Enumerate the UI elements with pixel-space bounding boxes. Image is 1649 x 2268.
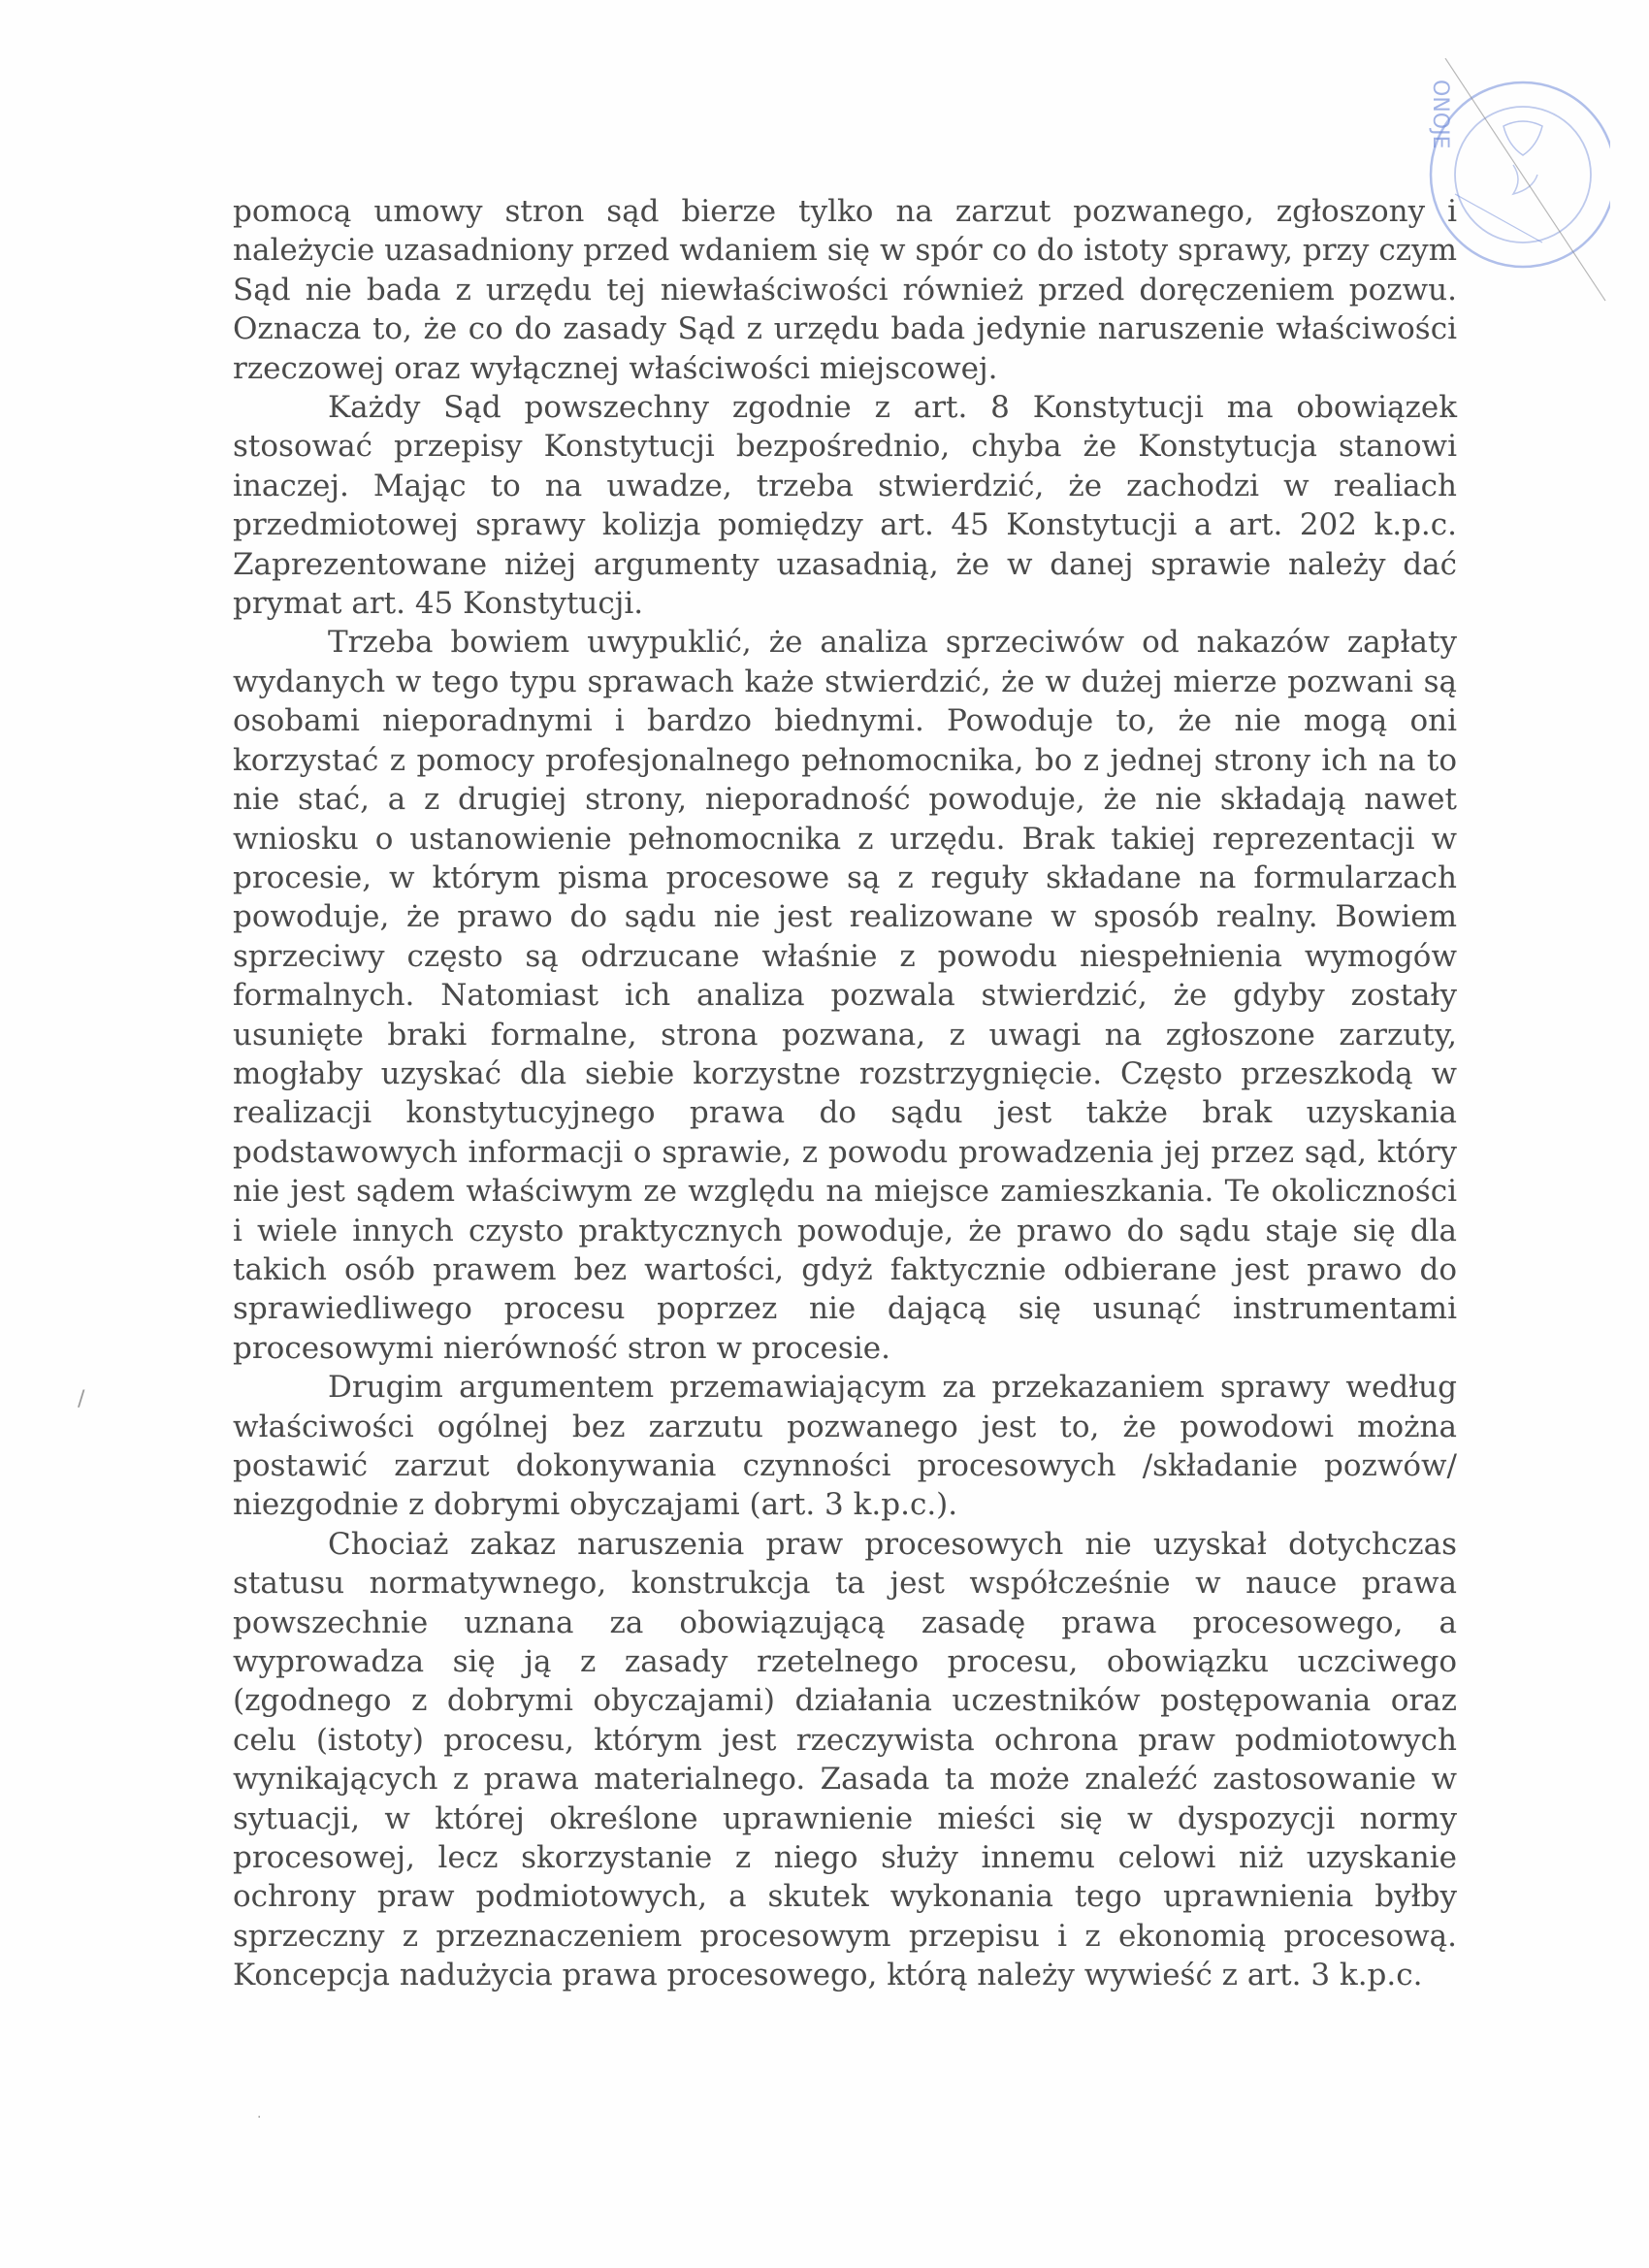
margin-mark: / — [78, 1387, 85, 1411]
margin-dot: · — [257, 2110, 262, 2125]
paragraph: pomocą umowy stron sąd bierze tylko na zarzut pozwanego, zgłoszony i należycie uzasadniony przed wdaniem się w spór co do istoty sprawy, przy czym Sąd nie bada z urzędu tej niewłaściwości również przed doręczeniem pozwu. Oznacza to, że co do zasady Sąd z urzędu bada jedynie naruszenie właściwości rzeczowej oraz wyłącznej właściwości miejscowej. — [233, 194, 1457, 386]
paragraph: Drugim argumentem przemawiającym za przekazaniem sprawy według właściwości ogólnej bez zarzutu pozwanego jest to, że powodowi można postawić zarzut dokonywania czynności procesowych /składanie pozwów/ niezgodnie z dobrymi obyczajami (art. 3 k.p.c.). — [233, 1370, 1457, 1523]
paragraph: Każdy Sąd powszechny zgodnie z art. 8 Konstytucji ma obowiązek stosować przepisy Konstytucji bezpośrednio, chyba że Konstytucja stanowi inaczej. Mając to na uwadze, trzeba stwierdzić, że zachodzi w realiach przedmiotowej sprawy kolizja pomiędzy art. 45 Konstytucji a art. 202 k.p.c. Zaprezentowane niżej argumenty uzasadnią, że w danej sprawie należy dać prymat art. 45 Konstytucji. — [233, 390, 1457, 622]
paragraph: Chociaż zakaz naruszenia praw procesowych nie uzyskał dotychczas statusu normatywnego, konstrukcja ta jest współcześnie w nauce prawa powszechnie uznana za obowiązującą zasadę prawa procesowego, a wyprowadza się ją z zasady rzetelnego procesu, obowiązku uczciwego (zgodnego z dobrymi obyczajami) działania uczestników postępowania oraz celu (istoty) procesu, którym jest rzeczywista ochrona praw podmiotowych wynikających z prawa materialnego. Zasada ta może znaleźć zastosowanie w sytuacji, w której określone uprawnienie mieści się w dyspozycji normy procesowej, lecz skorzystanie z niego służy innemu celowi niż uzyskanie ochrony praw podmiotowych, a skutek wykonania tego uprawnienia byłby sprzeczny z przeznaczeniem procesowym przepisu i z ekonomią procesową. Koncepcja nadużycia prawa procesowego, którą należy wywieść z art. 3 k.p.c. — [233, 1526, 1457, 1993]
stamp-text: ONOJE — [1428, 80, 1452, 149]
paragraph: Trzeba bowiem uwypuklić, że analiza sprzeciwów od nakazów zapłaty wydanych w tego typu sprawach każe stwierdzić, że w dużej mierze pozwani są osobami nieporadnymi i bardzo biednymi. Powoduje to, że nie mogą oni korzystać z pomocy profesjonalnego pełnomocnika, bo z jednej strony ich na to nie stać, a z drugiej strony, nieporadność powoduje, że nie składają nawet wniosku o ustanowienie pełnomocnika z urzędu. Brak takiej reprezentacji w procesie, w którym pisma procesowe są z reguły składane na formularzach powoduje, że prawo do sądu nie jest realizowane w sposób realny. Bowiem sprzeciwy często są odrzucane właśnie z powodu niespełnienia wymogów formalnych. Natomiast ich analiza pozwala stwierdzić, że gdyby zostały usunięte braki formalne, strona pozwana, z uwagi na zgłoszone zarzuty, mogłaby uzyskać dla siebie korzystne rozstrzygnięcie. Często przeszkodą w realizacji konstytucyjnego prawa do sądu jest także brak uzyskania podstawowych informacji o sprawie, z powodu prowadzenia jej przez sąd, który nie jest sądem właściwym ze względu na miejsce zamieszkania. Te okoliczności i wiele innych czysto praktycznych powoduje, że prawo do sądu staje się dla takich osób prawem bez wartości, gdyż faktycznie odbierane jest prawo do sprawiedliwego procesu poprzez nie dającą się usunąć instrumentami procesowymi nierówność stron w procesie. — [233, 625, 1457, 1366]
document-body — [233, 192, 1457, 1995]
